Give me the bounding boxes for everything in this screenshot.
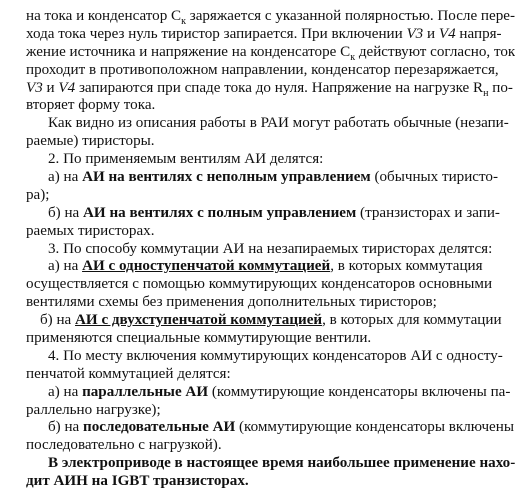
- text-line: последовательно с нагрузкой).: [26, 437, 222, 454]
- text-line: вторяет форму тока.: [26, 97, 156, 114]
- text-line: б) на АИ на вентилях с полным управлением (транзисторах и запи-: [48, 204, 500, 221]
- text-line: Как видно из описания работы в РАИ могут работать обычные (незапи-: [48, 115, 509, 132]
- text-line: а) на АИ с одноступенчатой коммутацией, в которых коммутация: [48, 258, 483, 275]
- text-line: а) на параллельные АИ (коммутирующие конденсаторы включены па-: [48, 383, 511, 400]
- text-line: ра);: [26, 186, 50, 203]
- text-line: на тока и конденсатор $C_к$ заряжается с указанной полярностью. После пере-: [26, 8, 515, 28]
- text-line: б) на последовательные АИ (коммутирующие конденсаторы включены: [48, 419, 514, 436]
- text-line: а) на АИ на вентилях с неполным управлением (обычных тиристо-: [48, 169, 498, 186]
- text-line: пенчатой коммутацией делятся:: [26, 365, 231, 382]
- text-line: раемые) тиристоры.: [26, 133, 155, 150]
- text-line: 2. По применяемым вентилям АИ делятся:: [48, 151, 324, 168]
- text-line: дит АИН на IGBT транзисторах.: [26, 473, 249, 490]
- text-line: жение источника и напряжение на конденсаторе $C_к$ действуют согласно, ток: [26, 43, 515, 63]
- text-line: V3 и V4 запираются при спаде тока до нуля. Напряжение на нагрузке $R_н$ по-: [26, 79, 513, 99]
- text-line: раллельно нагрузке);: [26, 401, 161, 418]
- text-line: В электроприводе в настоящее время наибольшее применение нахо-: [48, 455, 515, 472]
- text-line: 3. По способу коммутации АИ на незапираемых тиристорах делятся:: [48, 240, 493, 257]
- text-line: применяются специальные коммутирующие вентили.: [26, 330, 372, 347]
- text-line: 4. По месту включения коммутирующих конденсаторов АИ с односту-: [48, 347, 503, 364]
- text-line: хода тока через нуль тиристор запирается. При включении V3 и V4 напря-: [26, 25, 502, 42]
- text-line: вентилями схемы без применения дополнительных тиристоров;: [26, 294, 437, 311]
- text-line: проходит в противоположном направлении, конденсатор перезаряжается,: [26, 61, 499, 78]
- document-body: [26, 8, 515, 491]
- text-line: раемых тиристорах.: [26, 222, 155, 239]
- text-line: б) на АИ с двухступенчатой коммутацией, в которых для коммутации: [40, 312, 502, 329]
- text-line: осуществляется с помощью коммутирующих конденсаторов основными: [26, 276, 493, 293]
